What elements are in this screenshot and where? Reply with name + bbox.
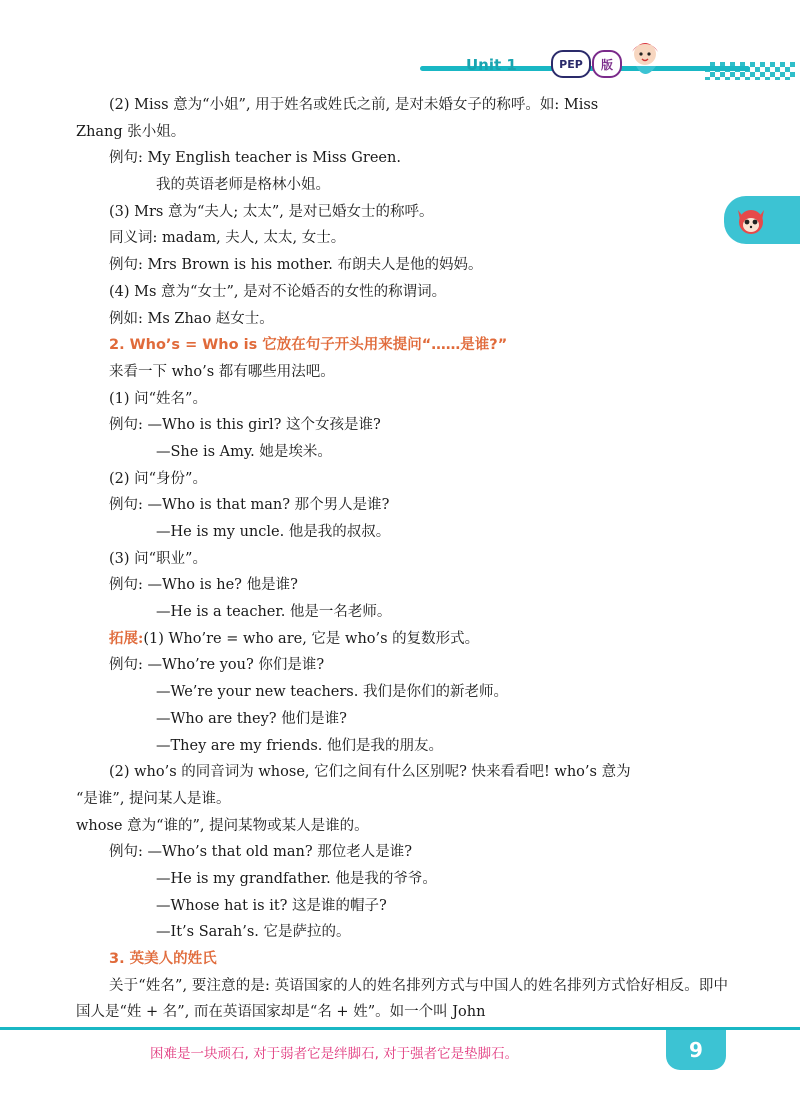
unit-label: Unit 1 — [466, 56, 517, 74]
cartoon-girl-icon — [622, 36, 668, 82]
text-line: (2) Miss 意为“小姐”, 用于姓名或姓氏之前, 是对未婚女子的称呼。如: Miss — [109, 97, 599, 113]
example-answer: —It’s Sarah’s. 它是萨拉的。 — [156, 924, 351, 941]
fox-mascot-icon — [733, 202, 769, 238]
section-heading: 3. 英美人的姓氏 — [109, 951, 217, 967]
extension-text: (1) Who’re = who are, 它是 who’s 的复数形式。 — [143, 630, 480, 647]
example-sentence: 例句: Mrs Brown is his mother. 布朗夫人是他的妈妈。 — [109, 257, 483, 274]
page-header — [0, 0, 800, 92]
footer-motto: 困难是一块顽石, 对于弱者它是绊脚石, 对于强者它是垫脚石。 — [150, 1046, 519, 1062]
text-line: (3) Mrs 意为“夫人; 太太”, 是对已婚女士的称呼。 — [109, 203, 434, 220]
text-line: Zhang 张小姐。 — [76, 123, 186, 140]
example-answer: —He is a teacher. 他是一名老师。 — [156, 604, 392, 621]
page-content — [76, 92, 728, 1026]
example-answer: —He is my grandfather. 他是我的爷爷。 — [156, 870, 437, 887]
synonym-line: 同义词: madam, 夫人, 太太, 女士。 — [109, 230, 346, 247]
example-sentence: 例句: —Who is this girl? 这个女孩是谁? — [109, 417, 381, 434]
text-line: (2) who’s 的同音词为 whose, 它们之间有什么区别呢? 快来看看吧! who’s 意为 — [109, 764, 631, 781]
example-question: —Who are they? 他们是谁? — [156, 710, 347, 727]
text-line: (4) Ms 意为“女士”, 是对不论婚否的女性的称谓词。 — [109, 283, 447, 300]
text-line: (1) 问“姓名”。 — [109, 390, 207, 407]
example-answer: —We’re your new teachers. 我们是你们的新老师。 — [156, 684, 508, 701]
paragraph: 关于“姓名”, 要注意的是: 英语国家的人的姓名排列方式与中国人的姓名排列方式恰好相反。即中国人是“姓 + 名”, 而在英语国家却是“名 + 姓”。如一个叫 John — [76, 977, 728, 1021]
example-sentence: 例句: My English teacher is Miss Green. — [109, 150, 401, 167]
example-sentence: 例句: —Who is that man? 那个男人是谁? — [109, 497, 390, 514]
section-heading: 2. Who’s = Who is 它放在句子开头用来提问“……是谁?” — [109, 337, 508, 354]
example-answer: —They are my friends. 他们是我的朋友。 — [156, 737, 444, 754]
text-line: “是谁”, 提问某人是谁。 — [76, 790, 231, 807]
text-line: (3) 问“职业”。 — [109, 550, 207, 567]
header-checker-decoration — [705, 62, 795, 80]
example-sentence: 例如: Ms Zhao 赵女士。 — [109, 310, 274, 327]
extension-line — [76, 626, 728, 653]
example-sentence: 例句: —Who’re you? 你们是谁? — [109, 657, 325, 674]
pep-badge: PEP — [551, 50, 591, 78]
text-line: (2) 问“身份”。 — [109, 470, 207, 487]
extension-label: 拓展: — [109, 629, 144, 647]
example-question: —Whose hat is it? 这是谁的帽子? — [156, 897, 387, 914]
text-line: whose 意为“谁的”, 提问某物或某人是谁的。 — [76, 817, 369, 834]
page-number: 9 — [666, 1030, 726, 1070]
example-answer: —He is my uncle. 他是我的叔叔。 — [156, 524, 391, 540]
example-translation: 我的英语老师是格林小姐。 — [156, 177, 330, 194]
example-answer: —She is Amy. 她是埃米。 — [156, 443, 332, 460]
text-line: 来看一下 who’s 都有哪些用法吧。 — [109, 363, 335, 380]
example-sentence: 例句: —Who is he? 他是谁? — [109, 577, 298, 594]
edition-badge: 版 — [592, 50, 622, 78]
example-sentence: 例句: —Who’s that old man? 那位老人是谁? — [109, 844, 413, 861]
